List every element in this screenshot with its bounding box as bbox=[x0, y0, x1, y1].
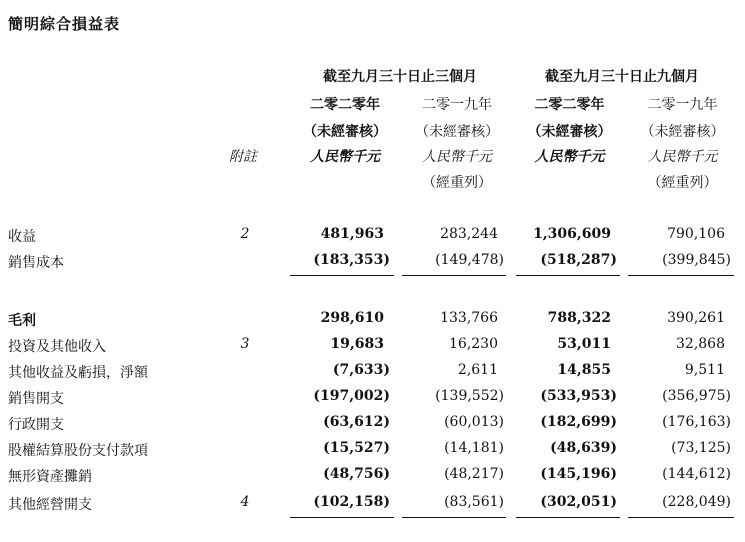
row-label-gross-profit: 毛利 bbox=[8, 313, 36, 329]
row-value-gross-profit-col4: 390,261 bbox=[667, 310, 725, 326]
row-value-amortisation-intangibles-col1: (48,756) bbox=[323, 466, 390, 482]
row-label-cost-of-sales: 銷售成本 bbox=[8, 255, 64, 271]
header-group-three-months: 截至九月三十日止三個月 bbox=[323, 69, 477, 85]
row-value-administrative-expenses-col3: (182,699) bbox=[540, 414, 617, 430]
col3-year: 二零二零年 bbox=[534, 97, 605, 113]
row-value-share-based-payments-col4: (73,125) bbox=[671, 440, 731, 456]
col4-audit: （未經審核） bbox=[640, 124, 725, 140]
col4-restated: （經重列） bbox=[647, 175, 718, 191]
col2-year: 二零一九年 bbox=[422, 97, 492, 113]
row-value-other-operating-expenses-col1: (102,158) bbox=[313, 494, 390, 510]
row-value-share-based-payments-col3: (48,639) bbox=[550, 440, 617, 456]
row-value-cost-of-sales-col1: (183,353) bbox=[313, 252, 390, 268]
row-value-revenue-col1: 481,963 bbox=[320, 226, 384, 242]
row-value-amortisation-intangibles-col2: (48,217) bbox=[444, 466, 504, 482]
subtotal-line-col4 bbox=[628, 275, 734, 276]
row-value-cost-of-sales-col2: (149,478) bbox=[435, 252, 504, 268]
row-value-administrative-expenses-col4: (176,163) bbox=[662, 414, 731, 430]
row-value-amortisation-intangibles-col3: (145,196) bbox=[540, 466, 617, 482]
row-value-other-gains-losses-col3: 14,855 bbox=[557, 362, 611, 378]
row-value-share-based-payments-col2: (14,181) bbox=[444, 440, 504, 456]
row-value-investment-income-col4: 32,868 bbox=[676, 336, 725, 352]
col4-unit: 人民幣千元 bbox=[647, 149, 718, 165]
row-value-administrative-expenses-col2: (60,013) bbox=[444, 414, 504, 430]
header-group-nine-months: 截至九月三十日止九個月 bbox=[545, 69, 699, 85]
bottom-line-col4 bbox=[628, 517, 734, 518]
row-value-selling-expenses-col2: (139,552) bbox=[435, 388, 504, 404]
row-value-selling-expenses-col1: (197,002) bbox=[313, 388, 390, 404]
row-value-other-operating-expenses-col3: (302,051) bbox=[540, 494, 617, 510]
row-value-cost-of-sales-col4: (399,845) bbox=[662, 252, 731, 268]
row-label-other-operating-expenses: 其他經營開支 bbox=[8, 497, 92, 513]
row-value-investment-income-col3: 53,011 bbox=[557, 336, 611, 352]
row-value-cost-of-sales-col3: (518,287) bbox=[540, 252, 617, 268]
row-value-other-operating-expenses-col2: (83,561) bbox=[444, 494, 504, 510]
row-label-revenue: 收益 bbox=[8, 229, 36, 245]
col2-unit: 人民幣千元 bbox=[422, 149, 492, 165]
row-label-amortisation-intangibles: 無形資產攤銷 bbox=[8, 469, 92, 485]
row-value-amortisation-intangibles-col4: (144,612) bbox=[662, 466, 731, 482]
col1-audit: （未經審核） bbox=[303, 124, 387, 140]
row-value-investment-income-col2: 16,230 bbox=[449, 336, 498, 352]
subtotal-line-col3 bbox=[516, 275, 620, 276]
row-label-administrative-expenses: 行政開支 bbox=[8, 417, 64, 433]
row-value-other-operating-expenses-col4: (228,049) bbox=[662, 494, 731, 510]
col3-unit: 人民幣千元 bbox=[534, 149, 605, 165]
col3-audit: （未經審核） bbox=[527, 124, 612, 140]
row-value-other-gains-losses-col1: (7,633) bbox=[332, 362, 390, 378]
row-value-selling-expenses-col4: (356,975) bbox=[662, 388, 731, 404]
subtotal-line-col1 bbox=[290, 275, 394, 276]
col4-year: 二零一九年 bbox=[647, 97, 718, 113]
bottom-line-col3 bbox=[516, 517, 620, 518]
row-note-other-operating-expenses: 4 bbox=[240, 494, 250, 510]
row-value-revenue-col2: 283,244 bbox=[440, 226, 498, 242]
row-value-gross-profit-col1: 298,610 bbox=[320, 310, 384, 326]
col2-audit: （未經審核） bbox=[415, 124, 499, 140]
row-note-revenue: 2 bbox=[240, 226, 250, 242]
row-value-investment-income-col1: 19,683 bbox=[330, 336, 384, 352]
col1-unit: 人民幣千元 bbox=[310, 149, 380, 165]
row-note-investment-income: 3 bbox=[240, 336, 250, 352]
row-value-administrative-expenses-col1: (63,612) bbox=[323, 414, 390, 430]
row-value-share-based-payments-col1: (15,527) bbox=[323, 440, 390, 456]
bottom-line-col1 bbox=[290, 517, 394, 518]
row-label-selling-expenses: 銷售開支 bbox=[8, 391, 64, 407]
col2-restated: （經重列） bbox=[422, 175, 492, 191]
statement-title: 簡明綜合損益表 bbox=[8, 15, 121, 33]
row-value-other-gains-losses-col4: 9,511 bbox=[684, 362, 725, 378]
row-value-gross-profit-col3: 788,322 bbox=[547, 310, 611, 326]
subtotal-line-col2 bbox=[402, 275, 506, 276]
row-value-revenue-col3: 1,306,609 bbox=[533, 226, 611, 242]
row-value-gross-profit-col2: 133,766 bbox=[440, 310, 498, 326]
row-value-selling-expenses-col3: (533,953) bbox=[540, 388, 617, 404]
row-label-other-gains-losses: 其他收益及虧損，淨額 bbox=[8, 365, 148, 381]
row-value-other-gains-losses-col2: 2,611 bbox=[457, 362, 498, 378]
row-value-revenue-col4: 790,106 bbox=[667, 226, 725, 242]
row-label-investment-income: 投資及其他收入 bbox=[8, 339, 106, 355]
col1-year: 二零二零年 bbox=[310, 97, 380, 113]
bottom-line-col2 bbox=[402, 517, 506, 518]
row-label-share-based-payments: 股權結算股份支付款項 bbox=[8, 443, 148, 459]
note-header: 附註 bbox=[229, 149, 257, 165]
